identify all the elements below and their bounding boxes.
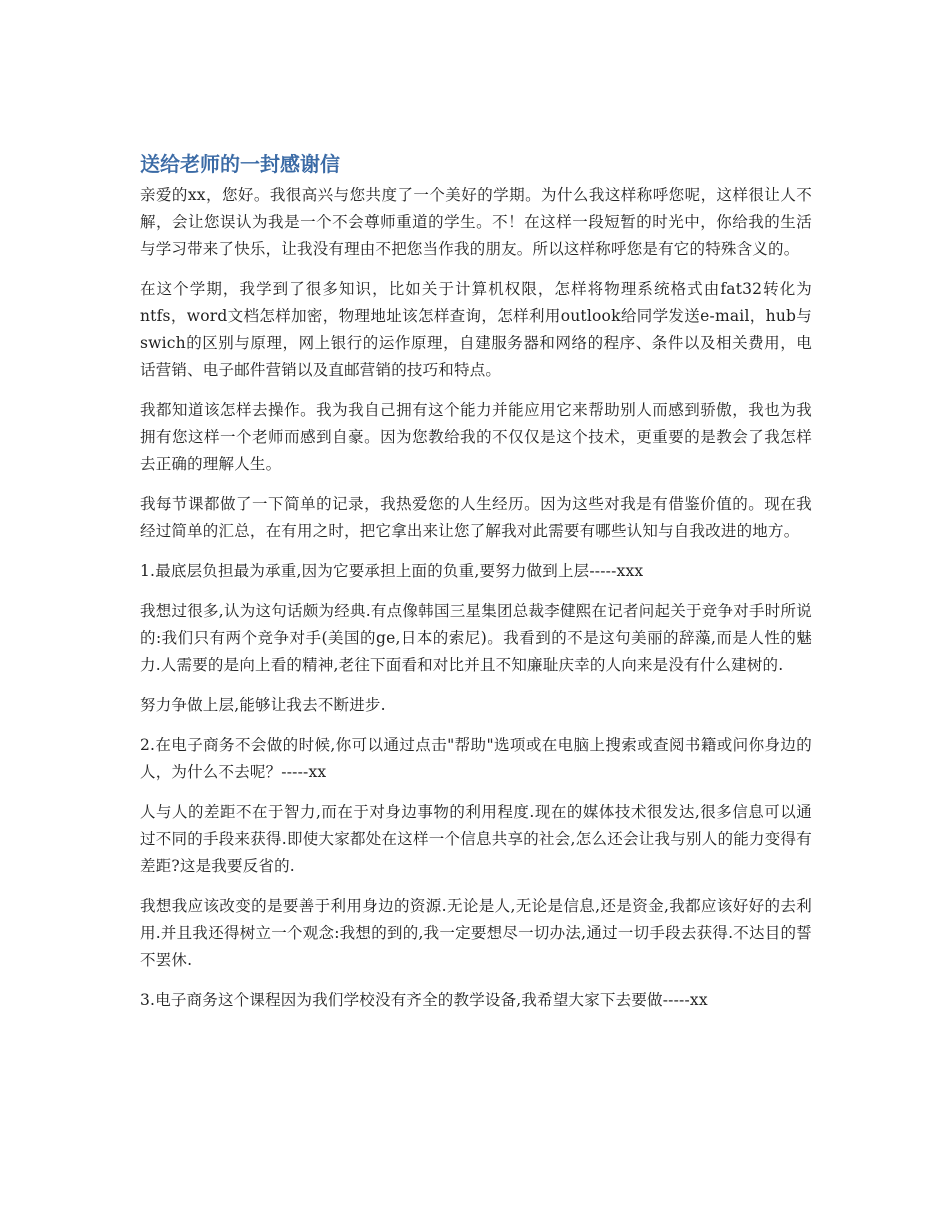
paragraph-notes: 我每节课都做了一下简单的记录，我热爱您的人生经历。因为这些对我是有借鉴价值的。现在我经过简单的汇总，在有用之时，把它拿出来让您了解我对此需要有哪些认知与自我改进的地方。	[140, 495, 812, 540]
paragraph-point-2: 2.在电子商务不会做的时候,你可以通过点击"帮助"选项或在电脑上搜索或查阅书籍或问你身边的人，为什么不去呢？-----xx	[140, 736, 812, 781]
paragraph-conclusion-1: 努力争做上层,能够让我去不断进步.	[140, 696, 386, 714]
paragraph-point-3: 3.电子商务这个课程因为我们学校没有齐全的教学设备,我希望大家下去要做-----xx	[140, 991, 708, 1009]
paragraph-pride: 我都知道该怎样去操作。我为我自己拥有这个能力并能应用它来帮助别人而感到骄傲，我也为我拥有您这样一个老师而感到自豪。因为您教给我的不仅仅是这个技术，更重要的是教会了我怎样去正确的理解人生。	[140, 401, 812, 473]
document-page	[140, 150, 812, 1027]
paragraph-greeting: 亲爱的xx，您好。我很高兴与您共度了一个美好的学期。为什么我这样称呼您呢，这样很让人不解，会让您误认为我是一个不会尊师重道的学生。不！在这样一段短暂的时光中，你给我的生活与学习带来了快乐，让我没有理由不把您当作我的朋友。所以这样称呼您是有它的特殊含义的。	[140, 186, 812, 258]
paragraph-reflection-1: 我想过很多,认为这句话颇为经典.有点像韩国三星集团总裁李健熙在记者问起关于竞争对手时所说的:我们只有两个竞争对手(美国的ge,日本的索尼)。我看到的不是这句美丽的辞藻,而是人性的魅力.人需要的是向上看的精神,老往下面看和对比并且不知廉耻庆幸的人向来是没有什么建树的.	[140, 602, 812, 674]
document-title: 送给老师的一封感谢信	[140, 152, 340, 176]
paragraph-reflection-2: 人与人的差距不在于智力,而在于对身边事物的利用程度.现在的媒体技术很发达,很多信息可以通过不同的手段来获得.即使大家都处在这样一个信息共享的社会,怎么还会让我与别人的能力变得有差距?这是我要反省的.	[140, 803, 812, 875]
paragraph-point-1: 1.最底层负担最为承重,因为它要承担上面的负重,要努力做到上层-----xxx	[140, 562, 644, 580]
paragraph-conclusion-2: 我想我应该改变的是要善于利用身边的资源.无论是人,无论是信息,还是资金,我都应该好好的去利用.并且我还得树立一个观念:我想的到的,我一定要想尽一切办法,通过一切手段去获得.不达目的誓不罢休.	[140, 897, 812, 969]
paragraph-knowledge: 在这个学期，我学到了很多知识，比如关于计算机权限，怎样将物理系统格式由fat32转化为ntfs，word文档怎样加密，物理地址该怎样查询，怎样利用outlook给同学发送e-mail，hub与swich的区别与原理，网上银行的运作原理，自建服务器和网络的程序、条件以及相关费用，电话营销、电子邮件营销以及直邮营销的技巧和特点。	[140, 280, 812, 379]
